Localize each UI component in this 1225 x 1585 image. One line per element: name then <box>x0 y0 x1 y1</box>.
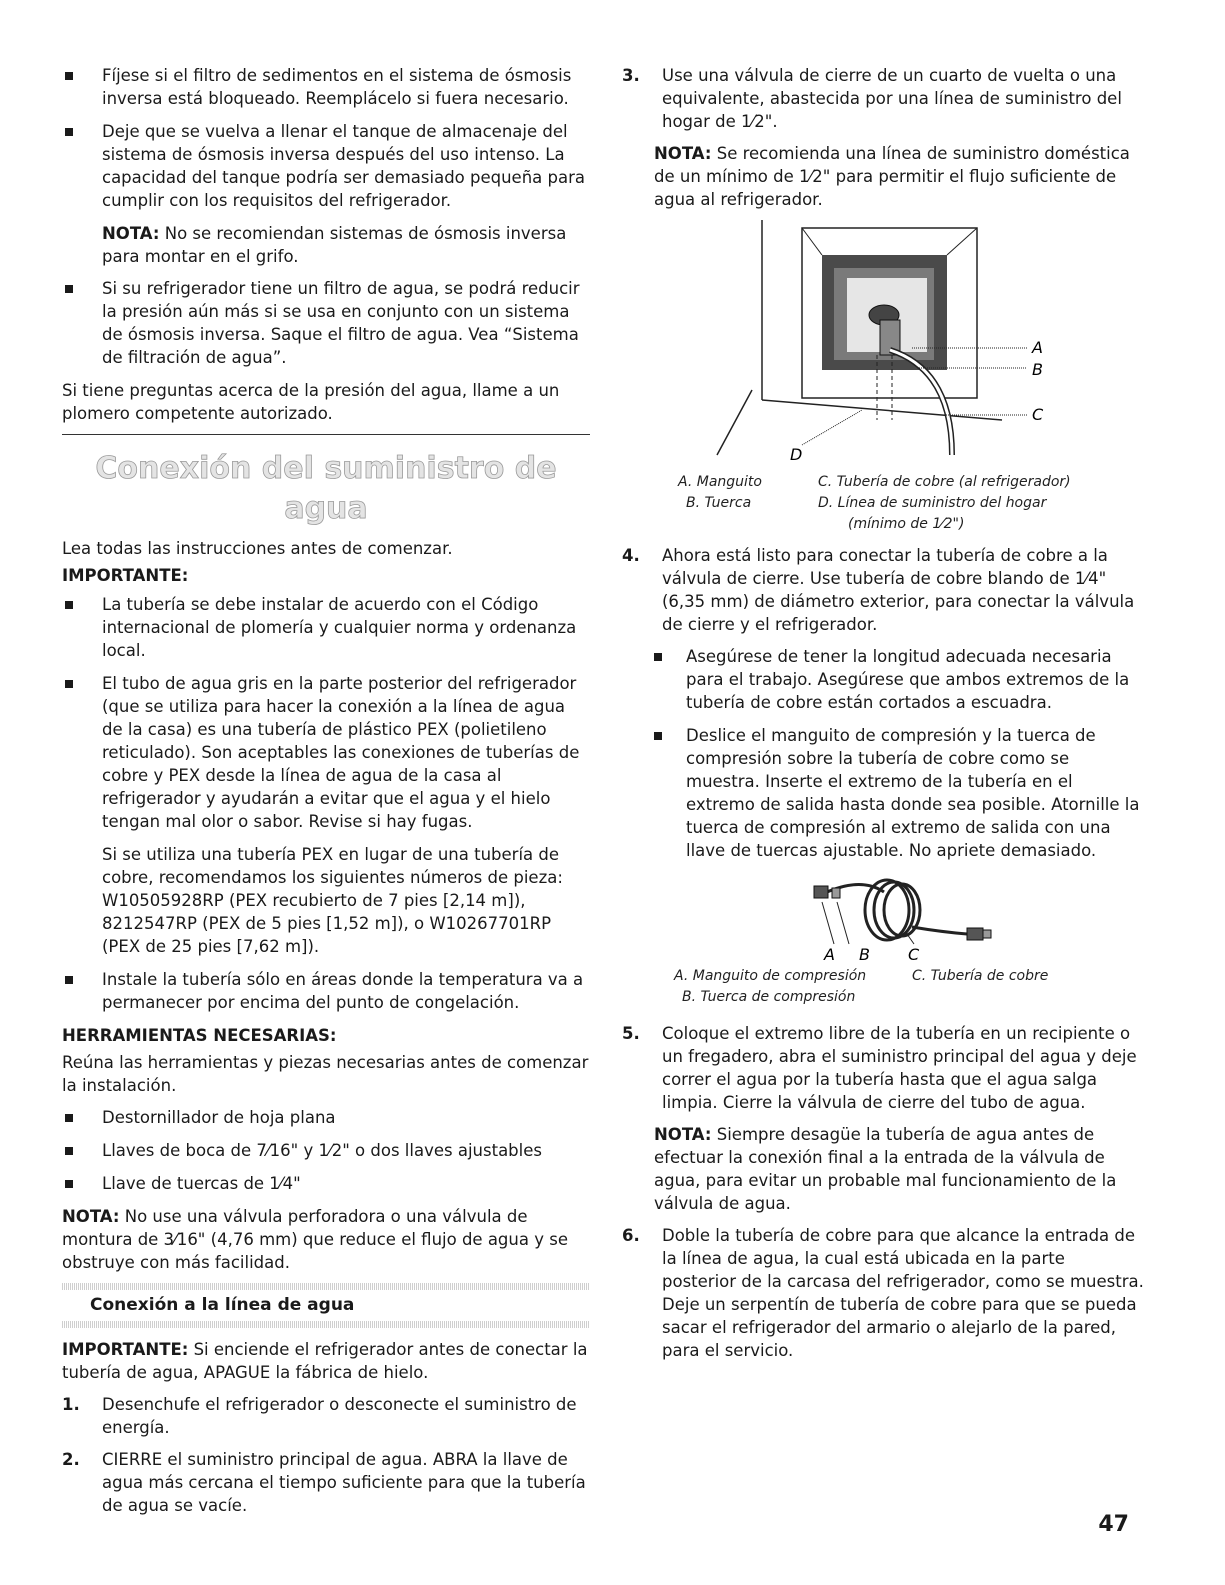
note-label: NOTA: <box>654 1125 712 1144</box>
subsection-band-top <box>62 1283 590 1290</box>
important-text: Si enciende el refrigerador antes de conectar la tubería de agua, APAGUE la fábrica de hielo. <box>62 1340 588 1382</box>
section-title: Conexión del suministro de agua <box>95 451 557 526</box>
label-c: C <box>1032 405 1044 424</box>
label-b: B <box>859 945 870 962</box>
label-a: A <box>1032 338 1043 357</box>
label-c: C <box>908 945 920 962</box>
step-item <box>622 1224 1144 1362</box>
important-label: IMPORTANTE: <box>62 1340 189 1359</box>
caption-c: C. Tubería de cobre (al refrigerador) <box>818 474 1071 490</box>
step-number: 3. <box>622 66 640 85</box>
subsection-title: Conexión a la línea de agua <box>90 1295 355 1315</box>
step-number: 4. <box>622 546 640 565</box>
step-item <box>622 544 1144 636</box>
step-text: Doble la tubería de cobre para que alcance la entrada de la línea de agua, la cual está ubicada en la parte posterior de la carcasa del refrigerador, como se muestra. Deje un serpentín de tubería de cobre para que se pueda sacar el refrigerador del armario o alejarlo de la pared, para el servicio. <box>662 1226 1144 1360</box>
list-subparagraph: Si se utiliza una tubería PEX en lugar de una tubería de cobre, recomendamos los siguientes números de pieza: W10505928RP (PEX recubierto de 7 pies [2,14 m]), 8212547RP (PEX de 5 pies [1,52 m]), o W10267701RP (PEX de 25 pies [7,62 m]). <box>102 845 563 956</box>
page-number: 47 <box>1098 1512 1129 1537</box>
tool-item: Destornillador de hoja plana <box>62 1106 590 1129</box>
step-text: Use una válvula de cierre de un cuarto de vuelta o una equivalente, abastecida por una línea de suministro del hogar de 1⁄2". <box>662 66 1122 131</box>
list-item: Deje que se vuelva a llenar el tanque de almacenaje del sistema de ósmosis inversa después del uso intenso. La capacidad del tanque podría ser demasiado pequeña para cumplir con los requisitos del refrigerador. <box>62 120 590 212</box>
caption-d-min: (mínimo de 1⁄2") <box>848 516 965 532</box>
caption-a: A. Manguito <box>678 474 762 490</box>
step-number: 5. <box>622 1024 640 1043</box>
figure-caption <box>622 472 1144 534</box>
label-a: A <box>824 945 835 962</box>
tools-heading: HERRAMIENTAS NECESARIAS: <box>62 1026 337 1045</box>
list-item: Deslice el manguito de compresión y la tuerca de compresión sobre la tubería de cobre como se muestra. Inserte el extremo de la tubería en el extremo de salida hasta donde sea posible. Atornille la tuerca de compresión al extremo de salida con una llave de tuercas ajustable. No apriete demasiado. <box>622 724 1144 862</box>
list-item: Instale la tubería sólo en áreas donde la temperatura va a permanecer por encima del punto de congelación. <box>62 968 590 1014</box>
label-b: B <box>1032 360 1043 379</box>
step-text: Coloque el extremo libre de la tubería en un recipiente o un fregadero, abra el suministro principal del agua y deje correr el agua por la tubería hasta que el agua salga limpia. Cierre la válvula de cierre del tubo de agua. <box>662 1024 1137 1112</box>
step-text: Ahora está listo para conectar la tubería de cobre a la válvula de cierre. Use tubería de cobre blando de 1⁄4" (6,35 mm) de diámetro exterior, para conectar la válvula de cierre y el refrigerador. <box>662 546 1135 634</box>
note-label: NOTA: <box>102 224 160 243</box>
list-item: Fíjese si el filtro de sedimentos en el sistema de ósmosis inversa está bloqueado. Reemplácelo si fuera necesario. <box>62 64 590 110</box>
note-text: Se recomienda una línea de suministro doméstica de un mínimo de 1⁄2" para permitir el flujo suficiente de agua al refrigerador. <box>654 144 1130 209</box>
left-column <box>62 64 590 1526</box>
tool-item: Llaves de boca de 7⁄16" y 1⁄2" o dos llaves ajustables <box>62 1139 590 1162</box>
note <box>62 222 590 268</box>
note-text: Siempre desagüe la tubería de agua antes de efectuar la conexión final a la entrada de la válvula de agua, para evitar un probable mal funcionamiento de la válvula de agua. <box>654 1125 1117 1213</box>
caption-b: B. Tuerca <box>686 495 752 511</box>
list-item: El tubo de agua gris en la parte posterior del refrigerador (que se utiliza para hacer la conexión a la línea de agua de la casa) es una tubería de plástico PEX (polietileno reticulado). Son aceptables las conexiones de tuberías de cobre y PEX desde la línea de agua de la casa al refrigerador y ayudarán a evitar que el agua y el hielo tengan mal olor o sabor. Revise si hay fugas. <box>62 672 590 833</box>
note <box>622 142 1144 211</box>
note-label: NOTA: <box>62 1207 120 1226</box>
note-text: No use una válvula perforadora o una válvula de montura de 3⁄16" (4,76 mm) que reduce el flujo de agua y se obstruye con más facilidad. <box>62 1207 568 1272</box>
right-column <box>622 64 1144 1371</box>
note <box>622 1123 1144 1215</box>
important-heading: IMPORTANTE: <box>62 566 189 585</box>
compression-fitting-diagram <box>622 872 1144 962</box>
step-item <box>62 1393 590 1439</box>
step-item <box>622 1022 1144 1114</box>
step-text: CIERRE el suministro principal de agua. ABRA la llave de agua más cercana el tiempo suficiente para que la tubería de agua se vacíe. <box>102 1450 586 1515</box>
step-number: 2. <box>62 1450 80 1469</box>
step-item <box>62 1448 590 1517</box>
caption-c: C. Tubería de cobre <box>912 968 1049 984</box>
divider <box>62 434 590 435</box>
label-d: D <box>790 445 803 464</box>
note-text: No se recomiendan sistemas de ósmosis inversa para montar en el grifo. <box>102 224 567 266</box>
list-item: La tubería se debe instalar de acuerdo con el Código internacional de plomería y cualquier norma y ordenanza local. <box>62 593 590 662</box>
list-item: Si su refrigerador tiene un filtro de agua, se podrá reducir la presión aún más si se usa en conjunto con un sistema de ósmosis inversa. Saque el filtro de agua. Vea “Sistema de filtración de agua”. <box>62 277 590 369</box>
paragraph: Lea todas las instrucciones antes de comenzar. <box>62 539 453 558</box>
step-item <box>622 64 1144 133</box>
subsection-band-bottom <box>62 1321 590 1328</box>
figure-caption <box>622 966 1144 1010</box>
step-number: 1. <box>62 1395 80 1414</box>
paragraph: Reúna las herramientas y piezas necesarias antes de comenzar la instalación. <box>62 1053 589 1095</box>
note <box>62 1338 590 1384</box>
caption-b: B. Tuerca de compresión <box>682 989 856 1005</box>
step-number: 6. <box>622 1226 640 1245</box>
caption-d: D. Línea de suministro del hogar <box>818 495 1047 511</box>
caption-a: A. Manguito de compresión <box>674 968 867 984</box>
list-item: Asegúrese de tener la longitud adecuada necesaria para el trabajo. Asegúrese que ambos extremos de la tubería de cobre están cortados a escuadra. <box>622 645 1144 714</box>
note <box>62 1205 590 1274</box>
tool-item: Llave de tuercas de 1⁄4" <box>62 1172 590 1195</box>
step-text: Desenchufe el refrigerador o desconecte el suministro de energía. <box>102 1395 577 1437</box>
note-label: NOTA: <box>654 144 712 163</box>
paragraph: Si tiene preguntas acerca de la presión del agua, llame a un plomero competente autorizado. <box>62 381 560 423</box>
valve-diagram <box>622 220 1144 470</box>
